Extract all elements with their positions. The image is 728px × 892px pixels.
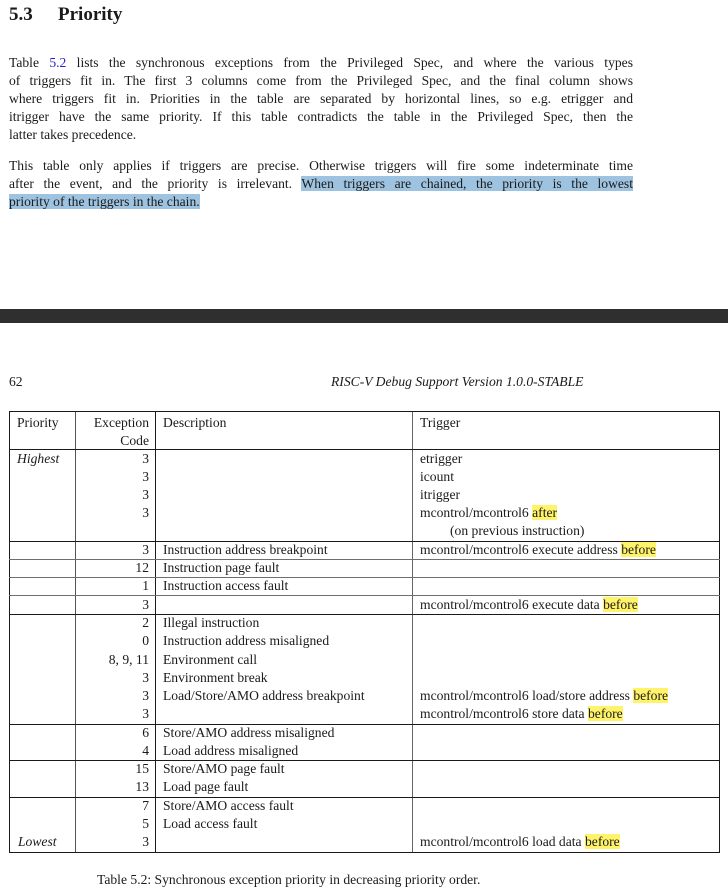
trigger <box>420 687 668 705</box>
section-number: 5.3 <box>9 4 33 25</box>
exception-code: 3 <box>142 706 149 721</box>
paragraph-line <box>9 175 633 193</box>
section-title: Priority <box>58 4 123 25</box>
exception-code: 15 <box>135 761 149 776</box>
trigger-text: mcontrol/mcontrol6 load/store address <box>420 688 634 703</box>
highlight: before <box>621 542 656 557</box>
paragraph-2 <box>9 157 633 211</box>
priority-highest: Highest <box>17 451 60 466</box>
trigger <box>420 833 620 851</box>
exception-code: 3 <box>142 505 149 520</box>
description: Instruction address breakpoint <box>163 542 328 557</box>
exception-code: 13 <box>135 779 149 794</box>
table-border-top <box>9 411 720 412</box>
paragraph-line <box>9 54 633 72</box>
description: Environment break <box>163 670 268 685</box>
description: Load/Store/AMO address breakpoint <box>163 688 365 703</box>
description: Environment call <box>163 652 257 667</box>
table-border-left <box>9 411 10 853</box>
description: Store/AMO page fault <box>163 761 285 776</box>
description: Instruction access fault <box>163 578 289 593</box>
text: after the event, and the priority is irrelevant. <box>9 176 302 191</box>
trigger-text: mcontrol/mcontrol6 load data <box>420 834 585 849</box>
exception-code: 1 <box>142 578 149 593</box>
page-number: 62 <box>9 374 23 389</box>
description: Instruction page fault <box>163 560 280 575</box>
header-exception-code: Code <box>120 433 149 448</box>
description: Load access fault <box>163 816 258 831</box>
page-separator <box>0 309 728 323</box>
exception-code: 4 <box>142 743 149 758</box>
trigger: icount <box>420 469 454 484</box>
exception-code: 3 <box>142 834 149 849</box>
col-divider <box>412 411 413 853</box>
description: Load page fault <box>163 779 249 794</box>
description: Store/AMO address misaligned <box>163 725 335 740</box>
highlight: before <box>633 688 669 703</box>
selected-text[interactable]: priority of the triggers in the chain. <box>9 194 200 209</box>
header-priority: Priority <box>17 415 59 430</box>
trigger-text: mcontrol/mcontrol6 execute address <box>420 542 622 557</box>
description: Illegal instruction <box>163 615 260 630</box>
text: lists the synchronous exceptions from the Privileged Spec, and where the various types <box>66 55 633 70</box>
highlight: before <box>588 706 623 721</box>
trigger: itrigger <box>420 487 461 502</box>
paragraph-line: where triggers fit in. Priorities in the table are separated by horizontal lines, so e.g. etrigger and <box>9 91 633 106</box>
text: Table <box>9 55 50 70</box>
highlight: after <box>532 505 558 520</box>
table-ref-link[interactable]: 5.2 <box>49 55 67 70</box>
trigger-text: mcontrol/mcontrol6 store data <box>420 706 588 721</box>
exception-code: 3 <box>142 597 149 612</box>
exception-code: 12 <box>135 560 149 575</box>
description: Instruction address misaligned <box>163 633 330 648</box>
paragraph-line: of triggers fit in. The first 3 columns come from the Privileged Spec, and the final column shows <box>9 73 633 88</box>
exception-code: 8, 9, 11 <box>108 652 149 667</box>
highlight: before <box>584 834 620 849</box>
exception-code: 0 <box>142 633 149 648</box>
paragraph-line: itrigger have the same priority. If this table contradicts the table in the Privileged Spec, then the <box>9 109 633 124</box>
trigger <box>420 596 638 614</box>
trigger <box>420 705 623 723</box>
paragraph-line: This table only applies if triggers are precise. Otherwise triggers will fire some indeterminate time <box>9 158 633 173</box>
header-exception-code: Exception <box>93 415 149 430</box>
description: Store/AMO access fault <box>163 798 294 813</box>
priority-table <box>9 411 720 853</box>
paragraph-1 <box>9 54 633 144</box>
table-border-bottom <box>9 852 720 853</box>
description: Load address misaligned <box>163 743 299 758</box>
trigger <box>420 504 557 522</box>
exception-code: 7 <box>142 798 149 813</box>
trigger <box>420 541 656 559</box>
exception-code: 3 <box>142 469 149 484</box>
trigger: etrigger <box>420 451 463 466</box>
col-divider <box>155 411 156 853</box>
table-caption: Table 5.2: Synchronous exception priority in decreasing priority order. <box>97 872 481 887</box>
paragraph-line: latter takes precedence. <box>9 127 137 142</box>
paragraph-line <box>9 193 633 211</box>
trigger-text: mcontrol/mcontrol6 execute data <box>420 597 604 612</box>
selected-text[interactable]: When triggers are chained, the priority is the lowest <box>301 176 633 191</box>
exception-code: 3 <box>142 542 149 557</box>
section-heading <box>9 4 122 26</box>
col-divider <box>75 411 76 853</box>
header-description: Description <box>163 415 227 430</box>
trigger-text: mcontrol/mcontrol6 <box>420 505 533 520</box>
exception-code: 3 <box>142 487 149 502</box>
table-border-right <box>719 411 720 853</box>
exception-code: 6 <box>142 725 149 740</box>
trigger-note: (on previous instruction) <box>450 523 585 538</box>
exception-code: 3 <box>142 688 149 703</box>
header-trigger: Trigger <box>420 415 461 430</box>
exception-code: 3 <box>142 670 149 685</box>
running-head: RISC-V Debug Support Version 1.0.0-STABLE <box>331 374 584 389</box>
exception-code: 5 <box>142 816 149 831</box>
exception-code: 2 <box>142 615 149 630</box>
highlight: before <box>603 597 638 612</box>
exception-code: 3 <box>142 451 149 466</box>
priority-lowest: Lowest <box>18 834 57 849</box>
